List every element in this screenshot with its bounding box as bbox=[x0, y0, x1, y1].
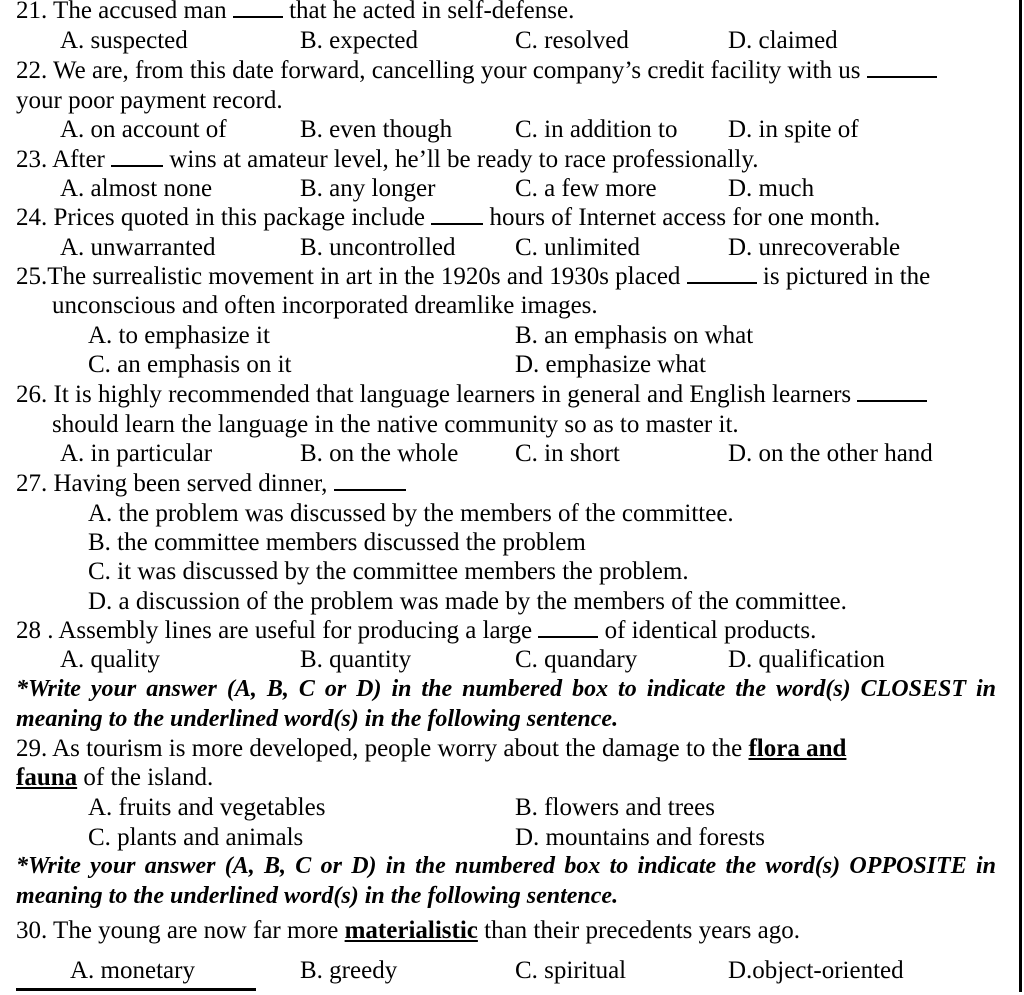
option-b[interactable]: B. expected bbox=[300, 27, 419, 54]
option-c[interactable]: C. quandary bbox=[515, 646, 638, 673]
options-22 bbox=[0, 115, 1000, 145]
option-d[interactable]: D. unrecoverable bbox=[728, 234, 901, 261]
question-29 bbox=[16, 734, 996, 764]
question-26-line2: should learn the language in the native community so as to master it. bbox=[52, 411, 739, 438]
option-d[interactable]: D.object-oriented bbox=[728, 957, 904, 984]
answer-blank bbox=[538, 616, 598, 638]
option-c[interactable]: C. an emphasis on it bbox=[88, 351, 292, 378]
question-text: 30. The young are now far more bbox=[16, 917, 339, 944]
option-a[interactable]: A. suspected bbox=[60, 27, 188, 54]
question-text: is pictured in the bbox=[762, 263, 931, 290]
option-b[interactable]: B. on the whole bbox=[300, 440, 459, 467]
answer-blank bbox=[111, 145, 163, 167]
question-24 bbox=[16, 203, 996, 233]
question-26 bbox=[16, 380, 996, 410]
answer-blank bbox=[857, 380, 927, 402]
option-c[interactable]: C. in short bbox=[515, 440, 620, 467]
options-25-row2 bbox=[0, 350, 1000, 380]
options-24 bbox=[0, 233, 1000, 263]
question-text: 26. It is highly recommended that language learners in general and English learners bbox=[16, 381, 852, 408]
option-b[interactable]: B. uncontrolled bbox=[300, 234, 456, 261]
question-text: 24. Prices quoted in this package include bbox=[16, 204, 425, 231]
option-d[interactable]: D. emphasize what bbox=[515, 351, 706, 378]
question-text: 21. The accused man bbox=[16, 0, 227, 24]
question-22 bbox=[16, 56, 996, 86]
options-28 bbox=[0, 645, 1000, 675]
options-25-row1 bbox=[0, 321, 1000, 351]
page-border bbox=[1019, 0, 1022, 992]
option-a[interactable]: A. almost none bbox=[60, 175, 213, 202]
option-d[interactable]: D. in spite of bbox=[728, 116, 859, 143]
question-25-line2: unconscious and often incorporated dreamlike images. bbox=[52, 292, 598, 319]
question-text: of identical products. bbox=[604, 617, 817, 644]
option-b[interactable]: B. an emphasis on what bbox=[515, 322, 754, 349]
question-30 bbox=[16, 916, 996, 946]
options-26 bbox=[0, 439, 1000, 469]
option-a[interactable]: A. fruits and vegetables bbox=[88, 794, 326, 821]
question-text: 23. After bbox=[16, 146, 105, 173]
question-23 bbox=[16, 145, 996, 175]
instruction-opposite: *Write your answer (A, B, C or D) in the numbered box to indicate the word(s) OPPOSITE in meaning to the underlined word(s) in the following sentence. bbox=[16, 853, 996, 909]
option-a[interactable]: A. to emphasize it bbox=[88, 322, 270, 349]
option-c[interactable]: C. plants and animals bbox=[88, 824, 304, 851]
options-27-a bbox=[0, 499, 1000, 529]
option-c[interactable]: C. resolved bbox=[515, 27, 629, 54]
option-c[interactable]: C. spiritual bbox=[515, 957, 627, 984]
answer-blank bbox=[233, 0, 283, 18]
underlined-word: fauna bbox=[16, 764, 78, 791]
question-text: 22. We are, from this date forward, cancelling your company’s credit facility with us bbox=[16, 57, 861, 84]
underlined-word: flora and bbox=[748, 735, 847, 762]
answer-blank bbox=[334, 469, 406, 491]
options-30 bbox=[0, 956, 1000, 986]
option-b[interactable]: B. the committee members discussed the problem bbox=[88, 529, 586, 556]
options-21 bbox=[0, 26, 1000, 56]
question-text: 29. As tourism is more developed, people worry about the damage to the bbox=[16, 735, 743, 762]
options-29-row2 bbox=[0, 823, 1000, 853]
option-c[interactable]: C. unlimited bbox=[515, 234, 640, 261]
option-d[interactable]: D. much bbox=[728, 175, 815, 202]
question-text: that he acted in self-defense. bbox=[289, 0, 575, 24]
options-23 bbox=[0, 174, 1000, 204]
question-28 bbox=[16, 616, 996, 646]
option-d[interactable]: D. a discussion of the problem was made by the members of the committee. bbox=[88, 588, 847, 615]
question-text: wins at amateur level, he’ll be ready to race professionally. bbox=[169, 146, 759, 173]
options-29-row1 bbox=[0, 793, 1000, 823]
option-c[interactable]: C. a few more bbox=[515, 175, 657, 202]
option-a[interactable]: A. the problem was discussed by the members of the committee. bbox=[88, 500, 734, 527]
option-d[interactable]: D. on the other hand bbox=[728, 440, 933, 467]
question-text: 27. Having been served dinner, bbox=[16, 470, 328, 497]
option-d[interactable]: D. mountains and forests bbox=[515, 824, 765, 851]
option-b[interactable]: B. flowers and trees bbox=[515, 794, 715, 821]
options-27-b bbox=[0, 528, 1000, 558]
options-27-c bbox=[0, 557, 1000, 587]
option-d[interactable]: D. claimed bbox=[728, 27, 838, 54]
option-b[interactable]: B. even though bbox=[300, 116, 453, 143]
option-c[interactable]: C. in addition to bbox=[515, 116, 678, 143]
question-25 bbox=[16, 262, 996, 292]
underlined-word: materialistic bbox=[344, 917, 478, 944]
option-a[interactable]: A. in particular bbox=[60, 440, 213, 467]
question-text: than their precedents years ago. bbox=[484, 917, 800, 944]
question-text: hours of Internet access for one month. bbox=[489, 204, 881, 231]
options-27-d bbox=[0, 587, 1000, 617]
option-a[interactable]: A. unwarranted bbox=[60, 234, 216, 261]
option-b[interactable]: B. quantity bbox=[300, 646, 412, 673]
question-21 bbox=[16, 0, 996, 26]
question-27 bbox=[16, 469, 996, 499]
option-a[interactable]: A. on account of bbox=[60, 116, 227, 143]
answer-blank bbox=[867, 56, 937, 78]
answer-blank bbox=[431, 203, 483, 225]
instruction-closest: *Write your answer (A, B, C or D) in the numbered box to indicate the word(s) CLOSEST in meaning to the underlined word(s) in the following sentence. bbox=[16, 676, 996, 732]
option-a[interactable]: A. monetary bbox=[70, 957, 195, 984]
option-a[interactable]: A. quality bbox=[60, 646, 160, 673]
question-text: 28 . Assembly lines are useful for producing a large bbox=[16, 617, 533, 644]
answer-blank bbox=[687, 262, 757, 284]
question-text: 25.The surrealistic movement in art in the 1920s and 1930s placed bbox=[16, 263, 681, 290]
option-d[interactable]: D. qualification bbox=[728, 646, 885, 673]
question-29-line2 bbox=[16, 763, 996, 793]
option-b[interactable]: B. any longer bbox=[300, 175, 436, 202]
question-text: of the island. bbox=[83, 764, 214, 791]
option-c[interactable]: C. it was discussed by the committee members the problem. bbox=[88, 558, 689, 585]
question-22-line2: your poor payment record. bbox=[16, 87, 283, 114]
option-b[interactable]: B. greedy bbox=[300, 957, 398, 984]
